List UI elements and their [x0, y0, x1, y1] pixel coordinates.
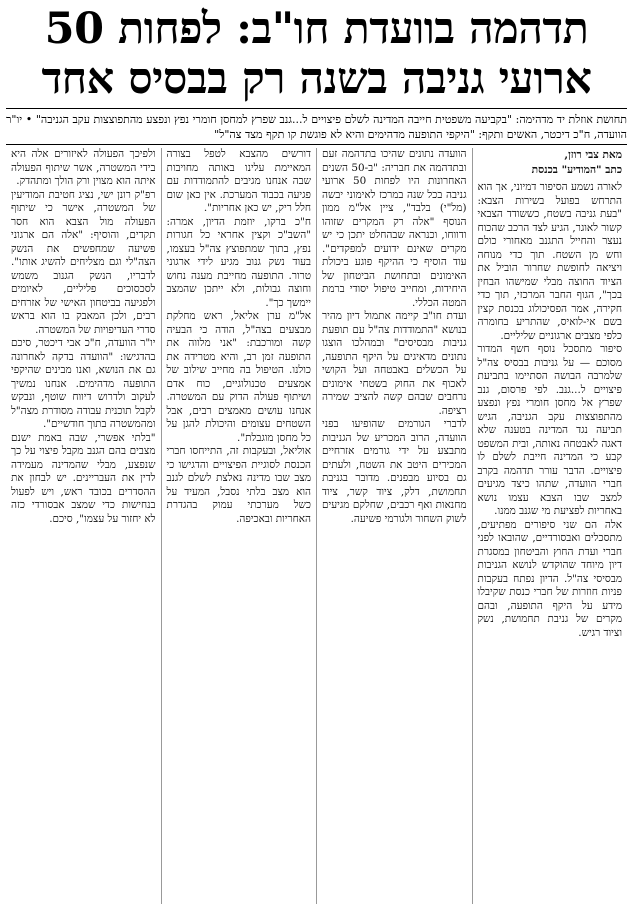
- column-text: דורשים מהצבא לטפל בצורה המאיימת עלינו באותה מחויבות שבה אנחנו מגיבים להתמודדות עם פגיעה בכבוד המערכת. אין כאן שום חלל ריק, יש כאן אחריות". ח"כ ברקו, יוזמת הדיון, אמרה: "השב"כ וקצין אחראי כל חגורות נפץ, בתוך שמתפוצץ צה"ל בעצמו, בעוד נשק גנוב מגיע לידי ארגוני טרור. התופעה מחייבת מענה נחוש וחוצה גבולות, ולא ייתכן שהמצב יימשך כך". אל"מ ערן אליאל, ראש מחלקת מבצעים בצה"ל, הודה כי הבעיה קשה ומורכבת: "אני מלווה את התופעה זמן רב, והיא מטרידה את כולנו. הטיפול בה מחייב שילוב של אמצעים טכנולוגיים, כוח אדם ושיתוף פעולה הדוק עם המשטרה. אנחנו עושים מאמצים רבים, אבל השטחים עצומים והיכולת להגן על כל מחסן מוגבלת". אוליאל, ובעקבות זה, התייחסו חברי הכנסת לסוגיית הפיצויים והדגישו כי מצב שבו מדינה נאלצת לשלם לגנב הוא מצב בלתי נסבל, המעיד על כשל מערכתי עמוק בהגדרת האחריות ובאכיפה.: [166, 148, 311, 525]
- byline-role: כתב "המודיע" בכנסת: [531, 164, 622, 176]
- headline-line-1: תדהמה בוועדת חו"ב: לפחות 50: [44, 4, 589, 54]
- headline: [8, 4, 625, 104]
- column-text: לאורה נשמע הסיפור דמיוני, אך הוא התרחש בפועל בשירות הצבא: "בעת גניבה בשטח, כששודד הצבאי קשור לאוגר, הגיע לצד הרכב שהכוח נעצר והחייל התגנב מאחורי כולם וחש מן השטח. תוך כדי מנוחה ויציאה לחופשת שחרור הוביל את הציוד החוצה מבלי שמישהו הבחין בכך", הגוף החבר המרכזי, תוך כדי חקירה, אמר הפסיכולוג בכנסת קצין בשם אי-לואיס, שהתריע בחומרה כלפי מצבים ארגוניים שליליים. סיפור מתסכל נוסף חשף המדור מסוכם — על גניבות בבסיס צה"ל שלמרבה הבושה הסתיימו בתביעת פיצויים ל...גנב. לפי פרסום, גנב שפרץ אל מחסן חומרי נפץ ונפצע מהתפוצצות עקב הגניבה, הגיש תביעה נגד המדינה בטענה שלא דאגה לאבטחה נאותה, ובית המשפט קבע כי המדינה חייבת לשלם לו פיצויים. הדבר עורר תדהמה בקרב חברי הוועדה, שתהו כיצד מגיעים למצב שבו הצבא עצמו נושא באחריות לפציעת מי שגנב ממנו. אלה הם שני סיפורים מפתיעים, מתסכלים ואבסורדיים, שהובאו לפני חברי ועדת החוץ והביטחון במסגרת דיון מיוחד שהוקדש לנושא הגניבות מבסיסי צה"ל. הדיון נפתח בעקבות פניות חוזרות של חברי כנסת שקיבלו מידע על היקף התופעה, ובהם מקרים של גניבת תחמושת, נשק וציוד רגיש.: [477, 181, 622, 639]
- headline-line-2: ארועי גניבה בשנה רק בבסיס אחד: [41, 54, 592, 104]
- column-text: הוועדה נתונים שהיכו בתדהמה זעם ובתדהמה את חבריה: "ב-50 השנים האחרונות היו לפחות 50 ארועי גניבה בכל שנה במרכז לאימוני יבשה (מל"י) בלבד", ציין אל"מ ממון הנוסף "אלה רק המקרים שזוהו ודווחו, וכנראה שבהחלט יתכן כי יש מקרים שאינם ידועים למפקדים". עוד הוסיף כי ההיקף פוגע ביכולת האימונים ובתחושת הביטחון של היחידות, ומחייב טיפול יסודי ברמת המטה הכללי. ועדת חו"ב קיימה אתמול דיון מהיר בנושא "התמודדות צה"ל עם תופעת גניבות מבסיסים" ובמהלכו הוצגו נתונים מדאיגים על היקף התופעה, על הכשלים באבטחה ועל הקושי לאכוף את החוק בשטחי אימונים נרחבים שבהם קשה להציב שמירה רציפה. לדברי הגורמים שהופיעו בפני הוועדה, הרוב המכריע של הגניבות מתבצע על ידי גורמים אזרחיים המכירים היטב את השטח, ולעתים גם בסיוע מבפנים. מדובר בגניבת תחמושת, דלק, ציוד קשר, ציוד מחנאות ואף רכבים, שחלקם מגיעים לשוק השחור ולגורמי פשיעה.: [322, 148, 467, 525]
- column-text: ולפיכך הפעולה לאיזורים אלה היא בידי המשטרה, אשר שיתוף הפעולה איתה הוא מצוין ורק הולך ומתהדק. רפ"ק רונן ישי, נציג חטיבת המודיעין של המשטרה, אישר כי שיתוף הפעולה מול הצבא הוא חסר תקדים, והוסיף: "אלה הם ארגוני פשיעה שמחפשים את הנשק הצה"לי וגם מצליחים להשיג אותו". לדבריו, הנשק הגנוב משמש לסכסוכים פליליים, לאיומים ולפגיעה בביטחון האישי של אזרחים רבים, ולכן המאבק בו הוא בראש סדרי העדיפויות של המשטרה. יו"ר הוועדה, ח"כ אבי דיכטר, סיכם בהדגישו: "הוועדה בדקה לאחרונה גם את הנושא, ואנו מבינים שהיקפי התופעה מדהימים. אנחנו נמשיך לעקוב ולדרוש דיווח שוטף, ונבקש לקבל תוכנית עבודה מסודרת מצה"ל ומהמשטרה בתוך חודשיים". "בלתי אפשרי, שבה באמת ישנם מצבים בהם הגנב מקבל פיצוי על כך שנפצע, מבלי שהמדינה מעמידה לדין את העבריינים. יש לבחון את ההסדרים בכובד ראש, ויש לפעול בנחישות כדי שמצב אבסורדי כזה לא יחזור על עצמו", סיכם.: [11, 148, 156, 525]
- article-column-2: [316, 148, 472, 904]
- subhead-divider: [6, 144, 627, 145]
- article-column-3: [161, 148, 317, 904]
- article-column-4: [6, 148, 161, 904]
- article-columns: [6, 148, 627, 904]
- byline-reporter: מאת צבי רוזן,: [564, 149, 622, 161]
- article-column-1: [472, 148, 628, 904]
- subheadline: תחושת אוזלת יד מדהימה: "בקביעה משפטית חייבה המדינה לשלם פיצויים ל...גנב שפרץ למחסן חומרי נפץ ונפצע מהתפוצצות עקב הגניבה" • יו"ר הוועדה, ח"כ דיכטר, האשים ותקף: "היקפי התופעה מדהימים והיא לא פוגשת קו תקף מצד צה"ל": [6, 113, 627, 141]
- headline-divider: [6, 108, 627, 109]
